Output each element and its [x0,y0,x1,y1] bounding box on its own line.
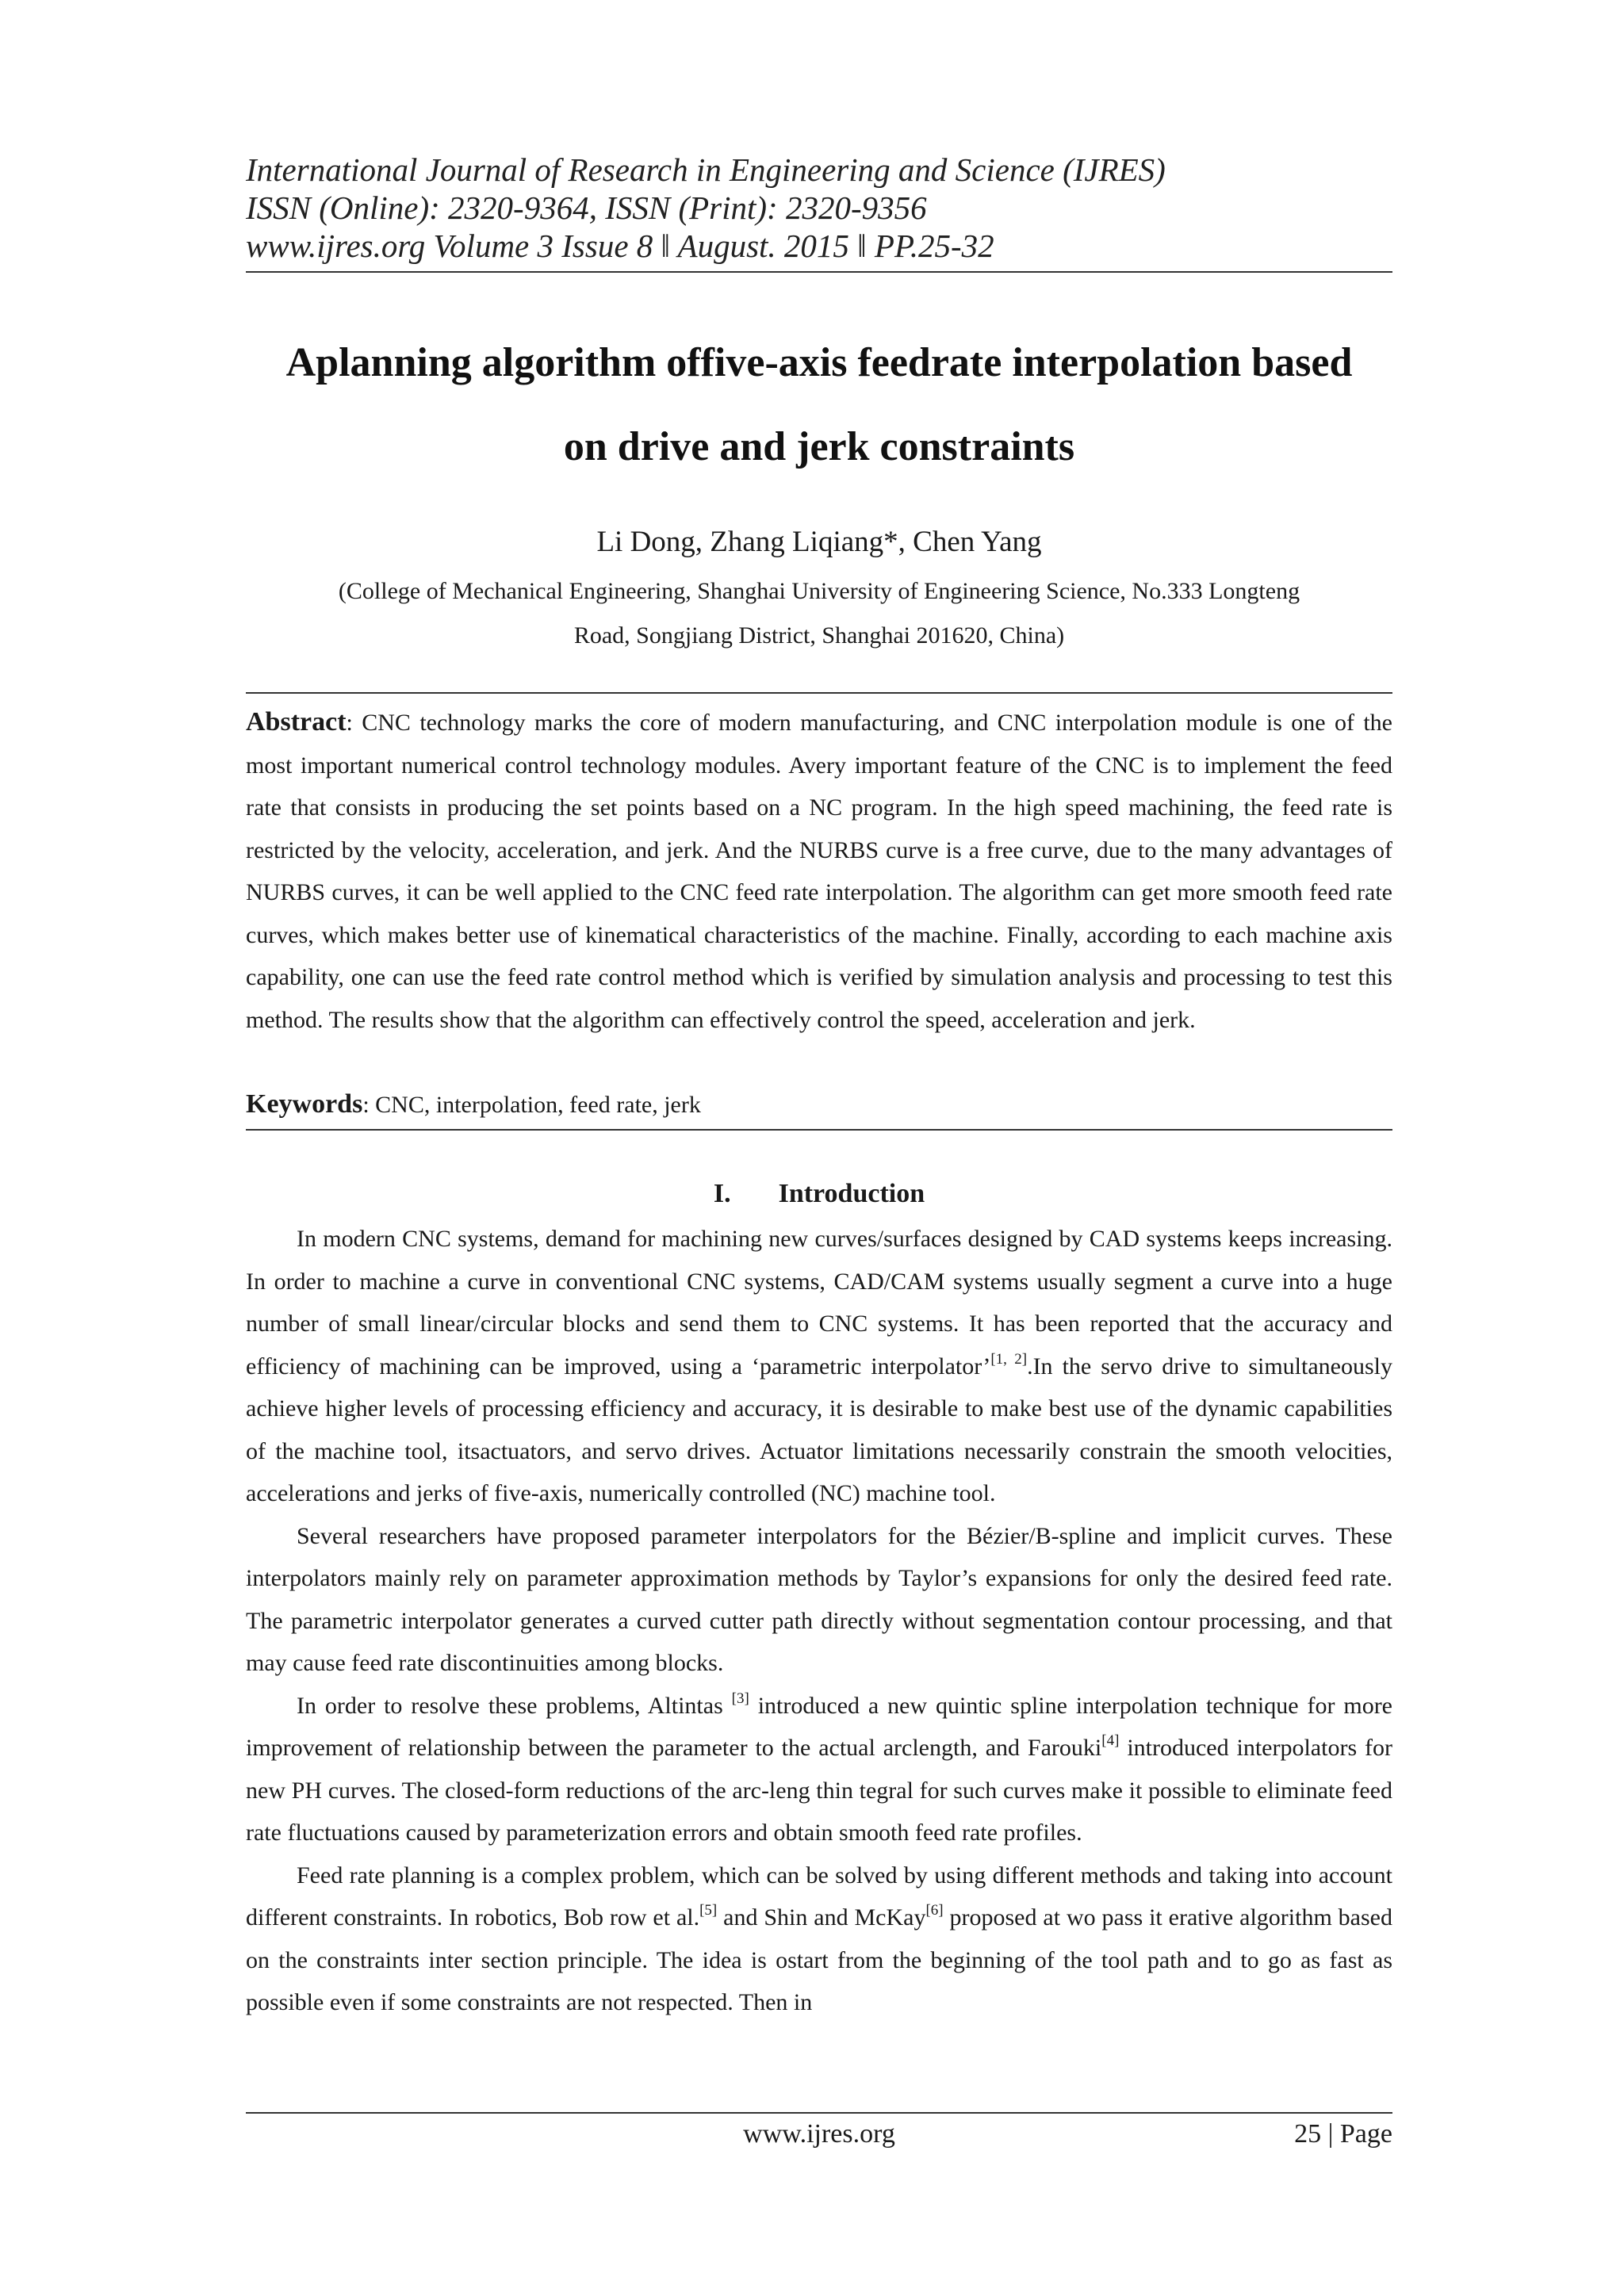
keywords-label: Keywords [246,1089,363,1119]
keywords-bottom-rule [246,1129,1392,1131]
title-line-1: Aplanning algorithm offive-axis feedrate interpolation based [285,340,1353,385]
journal-issn: ISSN (Online): 2320-9364, ISSN (Print): 2320-9356 [246,189,927,226]
journal-volume: www.ijres.org Volume 3 Issue 8 ǁ August. 2015 ǁ PP.25-32 [246,228,994,264]
abstract-label: Abstract [246,707,347,737]
journal-name: International Journal of Research in Engineering and Science (IJRES) [246,151,1166,188]
affiliation [246,569,1392,658]
citation-4: [4] [1101,1732,1120,1749]
affiliation-line-1: (College of Mechanical Engineering, Shanghai University of Engineering Science, No.333 Longteng [338,578,1300,604]
citation-5: [5] [699,1902,718,1919]
section-number: I. [713,1179,731,1208]
paragraph-4-text-a: Feed rate planning is a complex problem, which can be solved by using different methods and taking into account different constraints. In robotics, Bob row et al. [246,1862,1392,1931]
footer-rule [246,2112,1392,2114]
paragraph-3-text-b: introduced a new quintic spline interpolation technique for more improvement of relationship between the parameter to the actual arclength, and Farouki [246,1692,1392,1761]
paragraph-1 [246,1218,1392,1515]
paragraph-1-text-b: .In the servo drive to simultaneously achieve higher levels of processing efficiency and accuracy, it is desirable to make best use of the dynamic capabilities of the machine tool, itsactuators, and servo drives. Actuator limitations necessarily constrain the smooth velocities, accelerations and jerks of five-axis, numerically controlled (NC) machine tool. [246,1353,1392,1506]
citation-3: [3] [731,1689,749,1707]
section-heading [246,1175,1392,1213]
paragraph-3-text-c: introduced interpolators for new PH curves. The closed-form reductions of the arc-leng thin tegral for such curves make it possible to eliminate feed rate fluctuations caused by parameterization errors and obtain smooth feed rate profiles. [246,1735,1392,1846]
paragraph-4 [246,1854,1392,2024]
paragraph-3-text-a: In order to resolve these problems, Altintas [297,1692,732,1719]
citation-1-2: [1, 2] [990,1350,1028,1368]
keywords-text: : CNC, interpolation, feed rate, jerk [362,1092,701,1118]
page-number: 25 | Page [1294,2119,1392,2149]
abstract-top-rule [246,692,1392,694]
paragraph-4-text-b: and Shin and McKay [717,1904,926,1931]
paragraph-3 [246,1685,1392,1854]
footer-website: www.ijres.org [743,2119,895,2149]
body-text [246,1218,1392,2024]
page-footer [246,2115,1392,2153]
paragraph-1-text-a: In modern CNC systems, demand for machining new curves/surfaces designed by CAD systems keeps increasing. In order to machine a curve in conventional CNC systems, CAD/CAM systems usually segment a curve into a huge number of small linear/circular blocks and send them to CNC systems. It has been reported that the accuracy and efficiency of machining can be improved, using a ‘parametric interpolator’ [246,1226,1392,1380]
abstract-text: : CNC technology marks the core of modern manufacturing, and CNC interpolation module is one of the most important numerical control technology modules. Avery important feature of the CNC is to implement the feed rate that consists in producing the set points based on a NC program. In the high speed machining, the feed rate is restricted by the velocity, acceleration, and jerk. And the NURBS curve is a free curve, due to the many advantages of NURBS curves, it can be well applied to the CNC feed rate interpolation. The algorithm can get more smooth feed rate curves, which makes better use of kinematical characteristics of the machine. Finally, according to each machine axis capability, one can use the feed rate control method which is verified by simulation analysis and processing to test this method. The results show that the algorithm can effectively control the speed, acceleration and jerk. [246,710,1392,1033]
paper-title [246,321,1392,489]
paragraph-4-text-c: proposed at wo pass it erative algorithm based on the constraints inter section principle. The idea is ostart from the beginning of the tool path and to go as fast as possible even if some constraints are not respected. Then in [246,1904,1392,2015]
journal-header [246,151,1392,265]
section-title: Introduction [778,1179,925,1208]
keywords [246,1085,1392,1125]
title-line-2: on drive and jerk constraints [563,424,1075,469]
citation-6: [6] [925,1902,944,1919]
header-rule [246,271,1392,273]
paragraph-2: Several researchers have proposed parameter interpolators for the Bézier/B-spline and implicit curves. These interpolators mainly rely on parameter approximation methods by Taylor’s expansions for only the desired feed rate. The parametric interpolator generates a curved cutter path directly without segmentation contour processing, and that may cause feed rate discontinuities among blocks. [246,1522,1392,1676]
abstract [246,701,1392,1041]
author-list: Li Dong, Zhang Liqiang*, Chen Yang [596,526,1042,558]
affiliation-line-2: Road, Songjiang District, Shanghai 201620, China) [573,622,1065,649]
